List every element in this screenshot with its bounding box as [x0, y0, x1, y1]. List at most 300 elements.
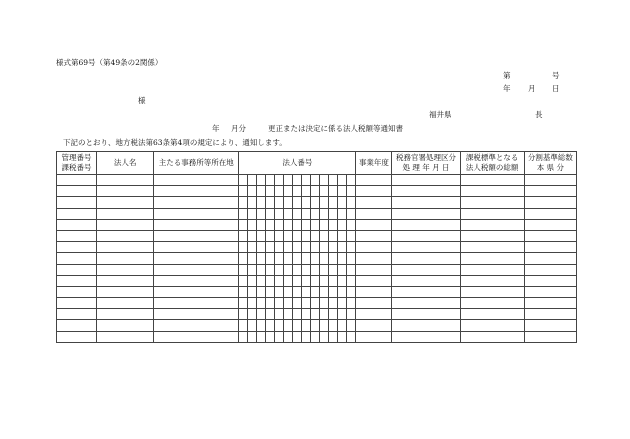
- table-cell: [356, 298, 392, 309]
- houjin-bango-digit-cell: [302, 208, 311, 219]
- table-body: [57, 175, 577, 343]
- houjin-bango-digit-cell: [293, 264, 302, 275]
- houjin-bango-digit-cell: [320, 197, 329, 208]
- table-cell: [524, 309, 576, 320]
- houjin-bango-digit-cell: [275, 286, 284, 297]
- houjin-bango-digit-cell: [311, 253, 320, 264]
- houjin-bango-digit-cell: [248, 197, 257, 208]
- table-cell: [392, 242, 460, 253]
- houjin-bango-digit-cell: [329, 253, 338, 264]
- houjin-bango-digit-cell: [257, 175, 266, 186]
- table-cell: [154, 309, 239, 320]
- houjin-bango-digit-cell: [293, 309, 302, 320]
- table-cell: [356, 175, 392, 186]
- houjin-bango-digit-cell: [248, 175, 257, 186]
- houjin-bango-digit-cell: [266, 175, 275, 186]
- table-cell: [97, 286, 154, 297]
- table-cell: [460, 264, 524, 275]
- houjin-bango-digit-cell: [248, 219, 257, 230]
- houjin-bango-digit-cell: [329, 186, 338, 197]
- document-number-go: 号: [552, 71, 560, 80]
- houjin-bango-digit-cell: [275, 219, 284, 230]
- table-cell: [154, 275, 239, 286]
- houjin-bango-digit-cell: [257, 253, 266, 264]
- houjin-bango-digit-cell: [302, 242, 311, 253]
- houjin-bango-digit-cell: [311, 219, 320, 230]
- houjin-bango-digit-cell: [266, 242, 275, 253]
- table-row: [57, 309, 577, 320]
- document-title: 更正または決定に係る法人税額等通知書: [268, 124, 403, 133]
- houjin-bango-digit-cell: [347, 230, 356, 241]
- table-cell: [392, 175, 460, 186]
- houjin-bango-digit-cell: [311, 186, 320, 197]
- houjin-bango-digit-cell: [338, 275, 347, 286]
- table-cell: [57, 275, 97, 286]
- table-cell: [392, 264, 460, 275]
- houjin-bango-digit-cell: [284, 253, 293, 264]
- houjin-bango-digit-cell: [293, 175, 302, 186]
- houjin-bango-digit-cell: [257, 275, 266, 286]
- table-cell: [154, 298, 239, 309]
- table-header-row: [57, 152, 577, 175]
- header-zeimu-line1: 税務官署処理区分: [396, 153, 457, 162]
- table-row: [57, 286, 577, 297]
- houjin-bango-digit-cell: [293, 208, 302, 219]
- houjin-bango-digit-cell: [284, 264, 293, 275]
- houjin-bango-digit-cell: [329, 264, 338, 275]
- houjin-bango-digit-cell: [257, 286, 266, 297]
- table-cell: [392, 275, 460, 286]
- table-cell: [57, 331, 97, 342]
- houjin-bango-digit-cell: [311, 175, 320, 186]
- table-cell: [57, 309, 97, 320]
- houjin-bango-digit-cell: [347, 286, 356, 297]
- table-row: [57, 242, 577, 253]
- houjin-bango-digit-cell: [302, 230, 311, 241]
- houjin-bango-digit-cell: [347, 264, 356, 275]
- houjin-bango-digit-cell: [338, 286, 347, 297]
- header-jigyo-nendo: 事業年度: [356, 152, 392, 175]
- table-cell: [392, 320, 460, 331]
- table-cell: [392, 219, 460, 230]
- houjin-bango-digit-cell: [329, 230, 338, 241]
- houjin-bango-digit-cell: [248, 208, 257, 219]
- table-cell: [154, 175, 239, 186]
- table-cell: [460, 253, 524, 264]
- houjin-bango-digit-cell: [347, 275, 356, 286]
- table-cell: [97, 253, 154, 264]
- table-cell: [57, 320, 97, 331]
- houjin-bango-digit-cell: [284, 230, 293, 241]
- table-cell: [392, 208, 460, 219]
- houjin-bango-digit-cell: [311, 309, 320, 320]
- houjin-bango-digit-cell: [302, 186, 311, 197]
- houjin-bango-digit-cell: [239, 275, 248, 286]
- table-cell: [57, 264, 97, 275]
- table-cell: [392, 197, 460, 208]
- houjin-bango-digit-cell: [311, 197, 320, 208]
- houjin-bango-digit-cell: [302, 286, 311, 297]
- table-cell: [460, 331, 524, 342]
- houjin-bango-digit-cell: [284, 186, 293, 197]
- table-cell: [97, 219, 154, 230]
- table-cell: [460, 230, 524, 241]
- header-bunkatsu-line1: 分割基準総数: [527, 153, 573, 162]
- houjin-bango-digit-cell: [347, 208, 356, 219]
- table-row: [57, 331, 577, 342]
- houjin-bango-digit-cell: [248, 331, 257, 342]
- table-cell: [460, 286, 524, 297]
- houjin-bango-digit-cell: [320, 286, 329, 297]
- houjin-bango-digit-cell: [284, 219, 293, 230]
- table-cell: [392, 309, 460, 320]
- houjin-bango-digit-cell: [275, 253, 284, 264]
- houjin-bango-digit-cell: [347, 309, 356, 320]
- houjin-bango-digit-cell: [266, 286, 275, 297]
- header-houjin-bango: 法人番号: [239, 152, 356, 175]
- houjin-bango-digit-cell: [293, 320, 302, 331]
- houjin-bango-digit-cell: [248, 298, 257, 309]
- houjin-bango-digit-cell: [239, 253, 248, 264]
- table-cell: [524, 298, 576, 309]
- table-row: [57, 264, 577, 275]
- houjin-bango-digit-cell: [248, 230, 257, 241]
- houjin-bango-digit-cell: [311, 320, 320, 331]
- houjin-bango-digit-cell: [275, 186, 284, 197]
- header-houjin-mei: 法人名: [97, 152, 154, 175]
- table-cell: [356, 309, 392, 320]
- houjin-bango-digit-cell: [329, 208, 338, 219]
- houjin-bango-digit-cell: [338, 230, 347, 241]
- table-cell: [57, 208, 97, 219]
- table-cell: [97, 186, 154, 197]
- table-cell: [97, 298, 154, 309]
- table-cell: [356, 286, 392, 297]
- title-month: 月分: [231, 124, 246, 133]
- houjin-bango-digit-cell: [275, 175, 284, 186]
- table-cell: [356, 230, 392, 241]
- houjin-bango-digit-cell: [302, 298, 311, 309]
- houjin-bango-digit-cell: [347, 298, 356, 309]
- table-cell: [460, 309, 524, 320]
- houjin-bango-digit-cell: [329, 286, 338, 297]
- table-cell: [154, 253, 239, 264]
- houjin-bango-digit-cell: [257, 230, 266, 241]
- table-cell: [524, 253, 576, 264]
- houjin-bango-digit-cell: [320, 219, 329, 230]
- houjin-bango-digit-cell: [257, 186, 266, 197]
- table-cell: [524, 208, 576, 219]
- houjin-bango-digit-cell: [266, 230, 275, 241]
- table-cell: [392, 331, 460, 342]
- houjin-bango-digit-cell: [320, 208, 329, 219]
- table-cell: [57, 186, 97, 197]
- houjin-bango-digit-cell: [275, 320, 284, 331]
- houjin-bango-digit-cell: [311, 264, 320, 275]
- houjin-bango-digit-cell: [284, 197, 293, 208]
- header-kanri: [57, 152, 97, 175]
- houjin-bango-digit-cell: [266, 197, 275, 208]
- table-cell: [524, 219, 576, 230]
- houjin-bango-digit-cell: [329, 275, 338, 286]
- houjin-bango-digit-cell: [284, 208, 293, 219]
- houjin-bango-digit-cell: [347, 253, 356, 264]
- table-cell: [392, 286, 460, 297]
- notification-table: [56, 151, 577, 343]
- table-cell: [356, 208, 392, 219]
- houjin-bango-digit-cell: [293, 219, 302, 230]
- houjin-bango-digit-cell: [338, 197, 347, 208]
- houjin-bango-digit-cell: [266, 331, 275, 342]
- houjin-bango-digit-cell: [266, 186, 275, 197]
- houjin-bango-digit-cell: [320, 275, 329, 286]
- table-cell: [57, 286, 97, 297]
- houjin-bango-digit-cell: [293, 186, 302, 197]
- houjin-bango-digit-cell: [266, 320, 275, 331]
- table-cell: [97, 264, 154, 275]
- table-row: [57, 230, 577, 241]
- table-cell: [154, 197, 239, 208]
- header-jimusho: 主たる事務所等所在地: [154, 152, 239, 175]
- table-cell: [57, 242, 97, 253]
- houjin-bango-digit-cell: [338, 175, 347, 186]
- table-cell: [524, 286, 576, 297]
- document-number-dai: 第: [503, 71, 511, 80]
- houjin-bango-digit-cell: [320, 175, 329, 186]
- houjin-bango-digit-cell: [347, 242, 356, 253]
- houjin-bango-digit-cell: [257, 219, 266, 230]
- table-row: [57, 275, 577, 286]
- houjin-bango-digit-cell: [257, 264, 266, 275]
- houjin-bango-digit-cell: [275, 230, 284, 241]
- table-cell: [460, 242, 524, 253]
- table-cell: [460, 186, 524, 197]
- houjin-bango-digit-cell: [239, 197, 248, 208]
- header-kazei-hyojun: [460, 152, 524, 175]
- houjin-bango-digit-cell: [311, 275, 320, 286]
- houjin-bango-digit-cell: [257, 309, 266, 320]
- houjin-bango-digit-cell: [311, 298, 320, 309]
- date-year: 年: [503, 84, 511, 93]
- houjin-bango-digit-cell: [311, 286, 320, 297]
- houjin-bango-digit-cell: [248, 275, 257, 286]
- houjin-bango-digit-cell: [302, 175, 311, 186]
- table-cell: [154, 286, 239, 297]
- houjin-bango-digit-cell: [302, 264, 311, 275]
- issuer-prefecture: 福井県: [429, 110, 452, 119]
- houjin-bango-digit-cell: [248, 286, 257, 297]
- table-cell: [460, 208, 524, 219]
- houjin-bango-digit-cell: [284, 242, 293, 253]
- houjin-bango-digit-cell: [293, 242, 302, 253]
- table-cell: [460, 219, 524, 230]
- title-year: 年: [212, 124, 220, 133]
- houjin-bango-digit-cell: [248, 320, 257, 331]
- table-cell: [356, 320, 392, 331]
- houjin-bango-digit-cell: [302, 320, 311, 331]
- houjin-bango-digit-cell: [329, 320, 338, 331]
- header-bunkatsu-line2: 本 県 分: [536, 163, 564, 172]
- houjin-bango-digit-cell: [320, 331, 329, 342]
- houjin-bango-digit-cell: [284, 286, 293, 297]
- houjin-bango-digit-cell: [266, 309, 275, 320]
- houjin-bango-digit-cell: [248, 309, 257, 320]
- houjin-bango-digit-cell: [338, 264, 347, 275]
- houjin-bango-digit-cell: [320, 253, 329, 264]
- table-cell: [97, 309, 154, 320]
- table-cell: [356, 331, 392, 342]
- houjin-bango-digit-cell: [329, 242, 338, 253]
- addressee-sama: 様: [138, 96, 146, 105]
- table-cell: [356, 264, 392, 275]
- table-cell: [392, 230, 460, 241]
- table-cell: [524, 242, 576, 253]
- houjin-bango-digit-cell: [338, 320, 347, 331]
- table-row: [57, 219, 577, 230]
- houjin-bango-digit-cell: [239, 230, 248, 241]
- houjin-bango-digit-cell: [329, 219, 338, 230]
- table-cell: [460, 298, 524, 309]
- houjin-bango-digit-cell: [302, 253, 311, 264]
- table-cell: [524, 175, 576, 186]
- table-cell: [97, 275, 154, 286]
- houjin-bango-digit-cell: [293, 275, 302, 286]
- table-cell: [524, 275, 576, 286]
- houjin-bango-digit-cell: [329, 331, 338, 342]
- table-cell: [524, 197, 576, 208]
- table-row: [57, 186, 577, 197]
- houjin-bango-digit-cell: [302, 219, 311, 230]
- houjin-bango-digit-cell: [293, 286, 302, 297]
- houjin-bango-digit-cell: [320, 298, 329, 309]
- houjin-bango-digit-cell: [239, 331, 248, 342]
- table-cell: [524, 320, 576, 331]
- houjin-bango-digit-cell: [329, 298, 338, 309]
- table-row: [57, 320, 577, 331]
- table-cell: [154, 242, 239, 253]
- houjin-bango-digit-cell: [293, 197, 302, 208]
- houjin-bango-digit-cell: [248, 253, 257, 264]
- table-row: [57, 253, 577, 264]
- table-cell: [392, 186, 460, 197]
- houjin-bango-digit-cell: [302, 197, 311, 208]
- houjin-bango-digit-cell: [257, 331, 266, 342]
- table-cell: [57, 230, 97, 241]
- houjin-bango-digit-cell: [239, 242, 248, 253]
- header-kanri-line2: 課税番号: [61, 163, 92, 172]
- houjin-bango-digit-cell: [311, 331, 320, 342]
- houjin-bango-digit-cell: [257, 208, 266, 219]
- houjin-bango-digit-cell: [329, 197, 338, 208]
- houjin-bango-digit-cell: [266, 253, 275, 264]
- houjin-bango-digit-cell: [293, 253, 302, 264]
- header-kanri-line1: 管理番号: [61, 153, 92, 162]
- houjin-bango-digit-cell: [338, 219, 347, 230]
- date-day: 日: [552, 84, 560, 93]
- houjin-bango-digit-cell: [239, 286, 248, 297]
- header-zeimu: [392, 152, 460, 175]
- houjin-bango-digit-cell: [302, 275, 311, 286]
- date-month: 月: [528, 84, 536, 93]
- table-cell: [154, 219, 239, 230]
- table-cell: [524, 264, 576, 275]
- form-number: 様式第69号（第49条の2関係）: [56, 58, 163, 67]
- table-cell: [154, 208, 239, 219]
- houjin-bango-digit-cell: [275, 264, 284, 275]
- houjin-bango-digit-cell: [347, 219, 356, 230]
- houjin-bango-digit-cell: [338, 186, 347, 197]
- houjin-bango-digit-cell: [338, 309, 347, 320]
- houjin-bango-digit-cell: [239, 320, 248, 331]
- table-cell: [356, 253, 392, 264]
- table-cell: [356, 242, 392, 253]
- table-cell: [392, 298, 460, 309]
- houjin-bango-digit-cell: [275, 275, 284, 286]
- houjin-bango-digit-cell: [347, 331, 356, 342]
- houjin-bango-digit-cell: [284, 309, 293, 320]
- table-cell: [97, 331, 154, 342]
- table-cell: [392, 253, 460, 264]
- table-cell: [57, 298, 97, 309]
- table-cell: [356, 197, 392, 208]
- houjin-bango-digit-cell: [320, 309, 329, 320]
- houjin-bango-digit-cell: [338, 208, 347, 219]
- houjin-bango-digit-cell: [266, 264, 275, 275]
- houjin-bango-digit-cell: [275, 197, 284, 208]
- table-cell: [57, 219, 97, 230]
- houjin-bango-digit-cell: [338, 253, 347, 264]
- houjin-bango-digit-cell: [347, 175, 356, 186]
- houjin-bango-digit-cell: [284, 298, 293, 309]
- houjin-bango-digit-cell: [239, 175, 248, 186]
- houjin-bango-digit-cell: [239, 186, 248, 197]
- houjin-bango-digit-cell: [311, 208, 320, 219]
- houjin-bango-digit-cell: [239, 219, 248, 230]
- houjin-bango-digit-cell: [338, 298, 347, 309]
- houjin-bango-digit-cell: [320, 230, 329, 241]
- houjin-bango-digit-cell: [293, 230, 302, 241]
- houjin-bango-digit-cell: [248, 186, 257, 197]
- table-cell: [356, 186, 392, 197]
- header-kazei-line1: 課税標準となる: [465, 153, 519, 162]
- houjin-bango-digit-cell: [347, 320, 356, 331]
- houjin-bango-digit-cell: [275, 242, 284, 253]
- table-row: [57, 197, 577, 208]
- table-cell: [154, 186, 239, 197]
- houjin-bango-digit-cell: [275, 309, 284, 320]
- table-cell: [97, 320, 154, 331]
- table-cell: [57, 253, 97, 264]
- houjin-bango-digit-cell: [320, 264, 329, 275]
- table-row: [57, 298, 577, 309]
- table-cell: [57, 197, 97, 208]
- houjin-bango-digit-cell: [293, 331, 302, 342]
- houjin-bango-digit-cell: [311, 230, 320, 241]
- table-row: [57, 208, 577, 219]
- table-cell: [154, 230, 239, 241]
- houjin-bango-digit-cell: [320, 242, 329, 253]
- table-cell: [356, 275, 392, 286]
- table-cell: [97, 208, 154, 219]
- houjin-bango-digit-cell: [320, 186, 329, 197]
- houjin-bango-digit-cell: [302, 331, 311, 342]
- houjin-bango-digit-cell: [266, 275, 275, 286]
- houjin-bango-digit-cell: [248, 264, 257, 275]
- table-cell: [524, 230, 576, 241]
- houjin-bango-digit-cell: [275, 331, 284, 342]
- table-cell: [460, 197, 524, 208]
- houjin-bango-digit-cell: [257, 298, 266, 309]
